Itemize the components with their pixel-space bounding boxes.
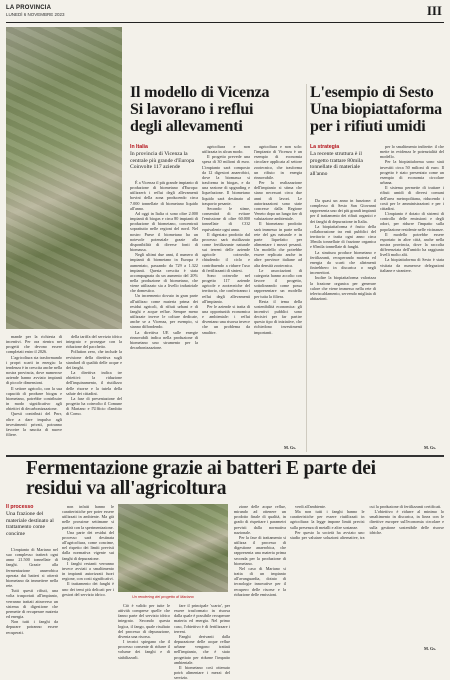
sesto-subtitle: La recente struttura è il progetto trattare 80mila tonnellate di materiale all'anno	[310, 151, 363, 177]
fermentazione-signature: M. Gs.	[424, 646, 436, 651]
vicenza-column-3: agricoltura e non solo: l'impianto di Vicenza è un esempio di economia circolare applicata al settore zootecnico, che trasforma un rifiuto in energia rinnovabile. Per la realizzazione dell'impianto si stima che siano necessari circa due anni di lavori. Le autorizzazioni sono state concesse dalla Regione Veneto dopo un lungo iter di valutazione ambientale. Il biometano prodotto sarà immesso in parte nella rete del gas naturale e in parte liquefatto per alimentare i mezzi pesanti. Un modello che potrebbe essere replicato anche in altre province italiane ad alta densità zootecnica. Le associazioni di categoria hanno accolto con favore il progetto, sottolineando come possa rappresentare un modello per tutta la filiera. Resta il tema della sostenibilità economica: gli incentivi pubblici sono decisivi per far partire questo tipo di iniziative, che richiedono investimenti importanti.	[254, 144, 302, 335]
vicenza-column-1: È a Vicenza il più grande impianto di produzione di biometano d'Europa: utilizzerà i reflui degli allevamenti bovini della zona producendo circa 7.000 tonnellate di biometano liquido all'anno. Ad oggi in Italia ci sono oltre 2.000 impianti di biogas e circa 80 impianti di produzione di biometano, concentrati soprattutto nelle regioni del nord. Nel nostro Paese il biometano ha un notevole potenziale grazie alla disponibilità di diverse fonti di biomassa. Negli ultimi due anni, il numero di impianti di biometano in Europa è aumentato, passando da 729 a 1.322 impianti. Questa crescita è stata accompagnata da un aumento del 20% nella produzione di biometano, che viene utilizzato sia a livello industriale che domestico. Un incremento dovuto in gran parte all'utilizzo come materia prima dei residui agricoli, di rifiuti urbani e di fanghi e acque reflue. Sempre meno utilizzate invece le colture dedicate, anche se a Vicenza, per esempio, si stanno diffondendo. La direttiva UE sulle energie rinnovabili indica nella produzione di biometano uno strumento per la decarbonizzazione.	[130, 180, 198, 350]
sesto-kicker: La strategia	[310, 144, 340, 150]
vicenza-signature: M. Gs.	[284, 445, 296, 450]
fermentazione-subtitle: Una frazione del materiale destinato al trattamento come concime	[6, 511, 54, 537]
fermentazione-column-4: fare il principale 'scarto', per essere trasformato in risorsa dalla quale è possibile recuperare materia ed energia. Nel primo caso, l'obiettivo è di fertilizzare i terreni. Fanghi derivanti dalla depurazione delle acque reflue urbane vengono trattati nell'impianto, che è stato progettato per ridurne l'impatto ambientale. Il biometano così ottenuto potrà alimentare i mezzi del servizio.	[174, 603, 230, 680]
vicenza-subtitle: In provincia di Vicenza la centrale più grande d'Europa Coinvolte 117 aziende	[130, 151, 195, 171]
vicenza-column-2: agricoltura e non utilizzata in alcun modo. Il progetto prevede una spesa di 30 milioni di euro. L'impianto sarà composto da 12 digestori anaerobici, dove la biomassa si trasforma in biogas, e da una sezione di upgrading e liquefazione. Il biometano liquido sarà destinato al trasporto pesante. Secondo le stime, consentirà di evitare l'emissione di oltre 60.000 tonnellate di CO2 equivalente ogni anno. Il digestato prodotto dal processo sarà riutilizzato come fertilizzante naturale sui terreni delle aziende agricole coinvolte, chiudendo il ciclo e contribuendo a ridurre l'uso di fertilizzanti di sintesi. Sono coinvolte nel progetto 117 aziende agricole e zootecniche del territorio, che conferiranno i reflui degli allevamenti all'impianto. Per le aziende si tratta di una opportunità economica e ambientale: i reflui diventano una risorsa invece che un problema da smaltire.	[202, 144, 250, 335]
sesto-column-1: Da quasi un anno in funzione: il complesso di Sesto San Giovanni rappresenta uno dei più grandi impianti per il trattamento dei rifiuti organici e dei fanghi di depurazione in Italia. La biopiattaforma è frutto della collaborazione tra enti pubblici del territorio e tratta ogni anno circa 30mila tonnellate di frazione organica e 65mila tonnellate di fanghi. La struttura produce biometano e fertilizzanti, recuperando materia ed energia da scarti che altrimenti finirebbero in discarica o negli inceneritori. Inoltre la biopiattaforma valorizza la frazione organica per generare calore che viene immesso nella rete di teleriscaldamento, servendo migliaia di abitazioni.	[310, 198, 376, 301]
sesto-column-2: per lo smaltimento indirette: il che mette in evidenza le potenzialità del modello. Per la biopiattaforma sono stati investiti circa 50 milioni di euro. Il progetto è stato presentato come un esempio di economia circolare urbana. Il sistema permette di trattare i rifiuti umidi di diversi comuni dell'area metropolitana, riducendo i costi per le amministrazioni e per i cittadini. L'impianto è dotato di sistemi di controllo delle emissioni e degli odori, per ridurre l'impatto sulla popolazione residente nelle vicinanze. Il modello potrebbe essere esportato in altre città, anche nella nostra provincia, dove la raccolta differenziata dell'umido ha raggiunto livelli molto alti. La biopiattaforma di Sesto è stata visitata da numerose delegazioni italiane e straniere.	[380, 144, 444, 273]
sesto-headline: L'esempio di Sesto Una biopiattaforma per i rifiuti umidi	[310, 84, 442, 135]
column-divider	[306, 84, 307, 452]
newspaper-brand: LA PROVINCIA	[6, 5, 52, 11]
left-text-column-2: della tariffa del servizio idrico integrato e prosegue con la riduzione del pacchetto. Pollution zero, che include la revisione della direttiva sugli standard di qualità delle acque e dei fanghi. La direttiva indica tre obiettivi: la riduzione dell'inquinamento, il riutilizzo delle risorse e la tutela della salute dei cittadini. La fase di presentazione del progetto ha coinvolto il Comune di Mariano e l'Ufficio d'ambito di Como.	[66, 334, 122, 417]
vicenza-kicker: In Italia	[130, 144, 148, 150]
sesto-signature: M. Gs.	[424, 445, 436, 450]
issue-date: LUNEDÌ 6 NOVEMBRE 2023	[6, 12, 65, 17]
fermentazione-headline: Fermentazione grazie ai batteri E parte dei residui va all'agricoltura	[26, 458, 376, 499]
fermentazione-column-5: zione delle acque reflue, mirando ad ottenere un prodotto finale di qualità, in grado di rispettare i parametri previsti dalla normativa nazionale. Per la fase di trattamento si utilizza il processo di digestione anaerobica, che rappresenta una materia prima seconda per la produzione di biometano. Nel caso di Mariano si tratta di un impianto all'avanguardia, dotato di tecnologie innovative per il recupero delle risorse e la riduzione delle emissioni.	[234, 504, 286, 597]
fermentazione-column-2: non infatti hanno le caratteristiche per poter essere utilizzati in ambiente. Ma già nelle prossime settimane si partirà con la sperimentazione. Una parte dei residui del processo sarà destinata all'agricoltura, come concime, nel rispetto dei limiti previsti dalla normativa vigente sui fanghi di depurazione. I fanghi restanti verranno invece avviati a smaltimento in impianti autorizzati fuori regione, con costi significativi. Il trattamento dei fanghi è uno dei temi più delicati per i gestori del servizio idrico.	[62, 504, 114, 597]
fermentazione-column-6: verdi all'ambiente. Ma non tutti i fanghi hanno le caratteristiche per essere riutilizzati in agricoltura: la legge impone limiti precisi sulla presenza di metalli e altre sostanze. Per questo la società ha avviato uno studio per valutare soluzioni alternative, tra cui la produzione di fertilizzanti certificati. L'obiettivo è ridurre al minimo lo smaltimento in discarica, in linea con le direttive europee sull'economia circolare e sulla gestione sostenibile delle risorse idriche.	[290, 504, 444, 540]
photo-caption: Un rendering del progetto di Mariano	[132, 595, 194, 599]
fermentazione-column-1: L'impianto di Mariano nel suo complesso tratterà ogni anno 21.500 tonnellate di fanghi. Grazie alla fermentazione anaerobica operata dai batteri si otterrà biometano da immettere nella rete. Tutti questi rifiuti, una volta trasportati all'impianto, verranno trattati attraverso un sistema di digestione che permette di recuperare materia ed energia. Non tutti i fanghi da depurare potranno essere recuperati.	[6, 547, 58, 635]
fermentazione-column-3: Ciò è valido per tutte le attività comprese quelle che fanno parte del servizio idrico integrato. Secondo questa logica, il fango, quale risultato del processo di depurazione, diventa una risorsa. I tecnici spiegano che il processo consente di ridurre il volume dei fanghi e di stabilizzarli.	[118, 603, 170, 660]
vicenza-headline: Il modello di Vicenza Si lavorano i reflui degli allevamenti	[130, 84, 270, 135]
fermentazione-kicker: Il processo	[6, 504, 34, 510]
page-number: III	[426, 3, 442, 18]
aerial-photo	[6, 27, 122, 329]
header-rule	[6, 22, 444, 23]
left-text-column-1: mande per la richiesta di incentivi. Per ora rientra nei progetti che devono essere completati entro il 2026. L'agricoltura sta trasformando i propri scarti in energia: la tendenza è in crescita anche nella nostra provincia, dove numerose aziende hanno avviato impianti di piccole dimensioni. Il settore agricolo, con la sua capacità di produrre biogas e biometano, potrebbe contribuire in modo significativo agli obiettivi di decarbonizzazione. Questi contributi del Pnrr, oltre a dare impulso agli investimenti privati, potranno favorire la nascita di nuove filiere.	[6, 334, 62, 437]
mariano-rendering-photo	[118, 504, 228, 592]
section-divider	[6, 455, 444, 457]
